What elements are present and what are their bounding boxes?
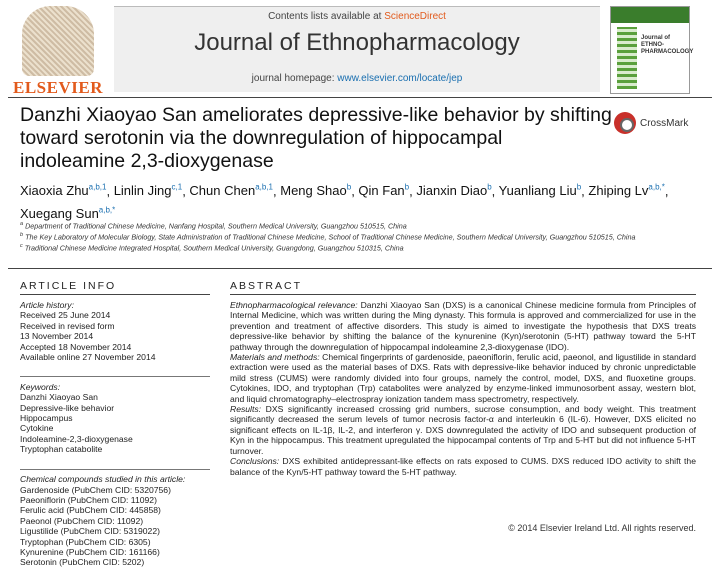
compound-item: Ferulic acid (PubChem CID: 445858) — [20, 505, 161, 516]
author[interactable] — [588, 183, 664, 198]
cover-title-line: ETHNO- — [641, 42, 664, 48]
keyword-item: Hippocampus — [20, 413, 73, 424]
affiliation — [20, 231, 700, 242]
affiliation-list — [20, 220, 700, 253]
cover-plant-image — [617, 27, 637, 89]
compound-item: Ligustilide (PubChem CID: 5319022) — [20, 526, 160, 537]
abstract-text: DXS significantly increased crossing grid numbers, sucrose consumption, and body weight. This treatment significantly decreased the serum levels of tumor necrosis factor-α and interleukin 6 (IL-6). However, DXS elicited no significant effects on IL-1β, IL-2, and interferon γ. DXS downregulated the activity of IDO and subsequent production of Kyn in the hippocampus. This treatment upregulated the hippocampal contents of Trp and 5-HT but did not influence 5-HT turnover. — [230, 404, 696, 456]
keyword-items — [20, 392, 210, 454]
abstract-heading: ABSTRACT — [230, 280, 303, 292]
compounds-label: Chemical compounds studied in this article: — [20, 474, 186, 485]
abstract-text: Danzhi Xiaoyao San (DXS) is a canonical Chinese medicine formula from Principles of Internal Medicine, which was written during the Ming dynasty. This formula is approved and commercialized for use in the prevention and treatment of affective disorders. This study is aimed to investigate the hypothesis that DXS treats depressive-like behavior by shifting the balance of the kynurenine (Kyn)/serotonin (5-HT) pathway toward the 5-HT pathway through the downregulation of hippocampal indoleamine 2,3-dioxygenase (IDO). — [230, 300, 696, 352]
author-affiliation-mark[interactable]: c,1 — [171, 183, 183, 192]
compound-item: Gardenoside (PubChem CID: 5320756) — [20, 484, 171, 495]
contents-prefix: Contents lists available at — [268, 11, 385, 22]
keyword-item: Tryptophan catabolite — [20, 444, 103, 455]
history-item: Received in revised form — [20, 320, 115, 331]
cover-title-line: PHARMACOLOGY — [641, 49, 694, 55]
author-affiliation-mark[interactable]: a,b,1 — [255, 183, 273, 192]
author-name: Linlin Jing — [113, 183, 172, 199]
author-affiliation-mark[interactable]: a,b,* — [98, 205, 116, 215]
publisher-logo — [8, 6, 108, 97]
article-info-rule — [20, 294, 210, 295]
affiliation — [20, 220, 700, 231]
abstract-label: Conclusions: — [230, 456, 280, 467]
author[interactable] — [499, 183, 582, 198]
affiliation-text: The Key Laboratory of Molecular Biology, State Administration of Traditional Chinese Medicine, School of Traditional Chinese Medicine, Southern Medical University, Guangzhou 510515, China — [25, 232, 636, 242]
affiliation-text: Department of Traditional Chinese Medicine, Nanfang Hospital, Southern Medical University, Guangzhou 510515, China — [25, 221, 407, 231]
abstract-label: Results: — [230, 404, 262, 415]
keyword-item: Depressive-like behavior — [20, 402, 115, 413]
compound-item: Paeoniflorin (PubChem CID: 11092) — [20, 494, 157, 505]
affiliation-text: Traditional Chinese Medicine Integrated Hospital, Southern Medical University, Guangdong, Guangzhou 510315, China — [24, 243, 404, 253]
journal-title: Journal of Ethnopharmacology — [194, 29, 520, 56]
author-name: Meng Shao — [280, 183, 347, 199]
homepage-link[interactable]: www.elsevier.com/locate/jep — [337, 73, 463, 84]
publisher-name: ELSEVIER — [13, 78, 103, 97]
author[interactable] — [189, 183, 273, 198]
abstract-paragraph — [230, 456, 696, 477]
keywords — [20, 382, 210, 455]
keyword-item: Indoleamine-2,3-dioxygenase — [20, 433, 133, 444]
author[interactable] — [280, 183, 351, 198]
chemical-compounds — [20, 474, 210, 568]
author[interactable] — [114, 183, 183, 198]
abstract-text: Chemical fingerprints of gardenoside, paeoniflorin, ferulic acid, paeonol, and ligustilide in standard extraction were used as the material bases of DXS. Rats with depressive-like behavior induced by chronic unpredictable mild stress (CUMS) were randomly divided into four groups, namely the control, model, DXS, and fluoxetine groups. Cytokines, IDO, and tryptophan (Trp) catabolites were analyzed by enzyme-linked immunosorbent assay, western blot, and liquid chromatography–electrospray ionization tandem mass spectrometry, respectively. — [230, 352, 697, 404]
author-affiliation-mark[interactable]: a,b,* — [648, 183, 665, 192]
history-item: Accepted 18 November 2014 — [20, 341, 132, 352]
history-item: Received 25 June 2014 — [20, 310, 111, 321]
author-list: Xiaoxia Zhu$^{a,b,1}$, Linlin Jing$^{c,1}$, Chun Chen$^{a,b,1}$, Meng Shao$^b$, Qin Fan$^b$, Jianxin Diao$^b$, Yuanliang Liu$^b$, Zhiping $Lv^{a,b,*}$, Xuegang Sun$^{a,b,*}$ — [20, 183, 669, 221]
crossmark-label: CrossMark — [640, 117, 689, 129]
affiliation-mark: a — [20, 221, 24, 227]
cover-band — [611, 7, 689, 23]
author[interactable] — [416, 183, 491, 198]
author-name: Qin Fan — [358, 183, 405, 199]
header-divider — [8, 97, 712, 98]
author-name: Chun Chen — [189, 183, 256, 199]
author-name: Yuanliang Liu — [498, 183, 577, 199]
abstract-rule — [230, 294, 696, 295]
article-history — [20, 300, 210, 362]
compound-item: Tryptophan (PubChem CID: 6305) — [20, 536, 151, 547]
abstract-label: Materials and methods: — [230, 352, 320, 363]
homepage-prefix: journal homepage: — [251, 73, 338, 84]
author-affiliation-mark[interactable]: b — [346, 183, 352, 192]
compound-item: Serotonin (PubChem CID: 5202) — [20, 557, 145, 568]
author[interactable] — [358, 183, 409, 198]
keyword-item: Cytokine — [20, 423, 54, 434]
author-name: Xuegang Sun — [20, 205, 99, 221]
author[interactable] — [20, 206, 115, 221]
compound-item: Paeonol (PubChem CID: 11092) — [20, 515, 144, 526]
keyword-item: Danzhi Xiaoyao San — [20, 392, 98, 403]
author-affiliation-mark[interactable]: b — [576, 183, 582, 192]
affiliation-mark: c — [20, 242, 23, 249]
info-divider — [20, 469, 210, 470]
abstract-paragraph — [230, 404, 696, 456]
abstract-text: DXS exhibited antidepressant-like effects on rats exposed to CUMS. DXS reduced IDO activity to shift the balance of the Kyn/5-HT pathway toward the 5-HT pathway. — [230, 456, 696, 477]
compound-item: Kynurenine (PubChem CID: 161166) — [20, 546, 160, 557]
author-name: Xiaoxia Zhu — [20, 183, 89, 199]
info-divider — [20, 376, 210, 377]
crossmark-badge[interactable] — [614, 112, 688, 134]
article-title: Danzhi Xiaoyao San ameliorates depressive-like behavior by shifting toward serotonin via the downregulation of hippocampal indoleamine 2,3-dioxygenase — [20, 104, 612, 172]
author-affiliation-mark[interactable]: b — [487, 183, 492, 192]
abstract-paragraph — [230, 300, 696, 352]
author[interactable] — [20, 183, 106, 198]
author-affiliation-mark[interactable]: b — [404, 183, 410, 192]
keywords-label: Keywords: — [20, 381, 61, 392]
author-name: Jianxin Diao — [416, 183, 488, 199]
journal-header — [114, 6, 600, 92]
affiliation-mark: b — [20, 231, 24, 238]
contents-line — [114, 11, 600, 22]
history-items — [20, 310, 210, 362]
author-affiliation-mark[interactable]: a,b,1 — [88, 183, 107, 192]
crossmark-icon — [614, 112, 636, 134]
journal-homepage — [114, 73, 600, 84]
compound-items — [20, 485, 210, 568]
sciencedirect-link[interactable]: ScienceDirect — [384, 11, 446, 22]
journal-cover — [610, 6, 694, 94]
author-name: Zhiping Lv — [588, 183, 649, 199]
abstract-label: Ethnopharmacological relevance: — [230, 300, 358, 310]
article-info-heading: ARTICLE INFO — [20, 280, 117, 292]
history-label: Article history: — [20, 300, 74, 310]
article-info — [20, 300, 210, 577]
cover-title — [641, 35, 693, 56]
abstract-paragraph — [230, 352, 696, 404]
cover-title-line: Journal of — [641, 35, 671, 41]
abstract-body — [230, 300, 696, 477]
elsevier-tree-logo — [22, 6, 94, 76]
affiliation — [20, 242, 700, 253]
history-item: Available online 27 November 2014 — [20, 352, 156, 363]
affiliation-divider — [8, 268, 712, 269]
history-item: 13 November 2014 — [20, 331, 94, 342]
copyright-notice: © 2014 Elsevier Ireland Ltd. All rights reserved. — [508, 523, 696, 533]
